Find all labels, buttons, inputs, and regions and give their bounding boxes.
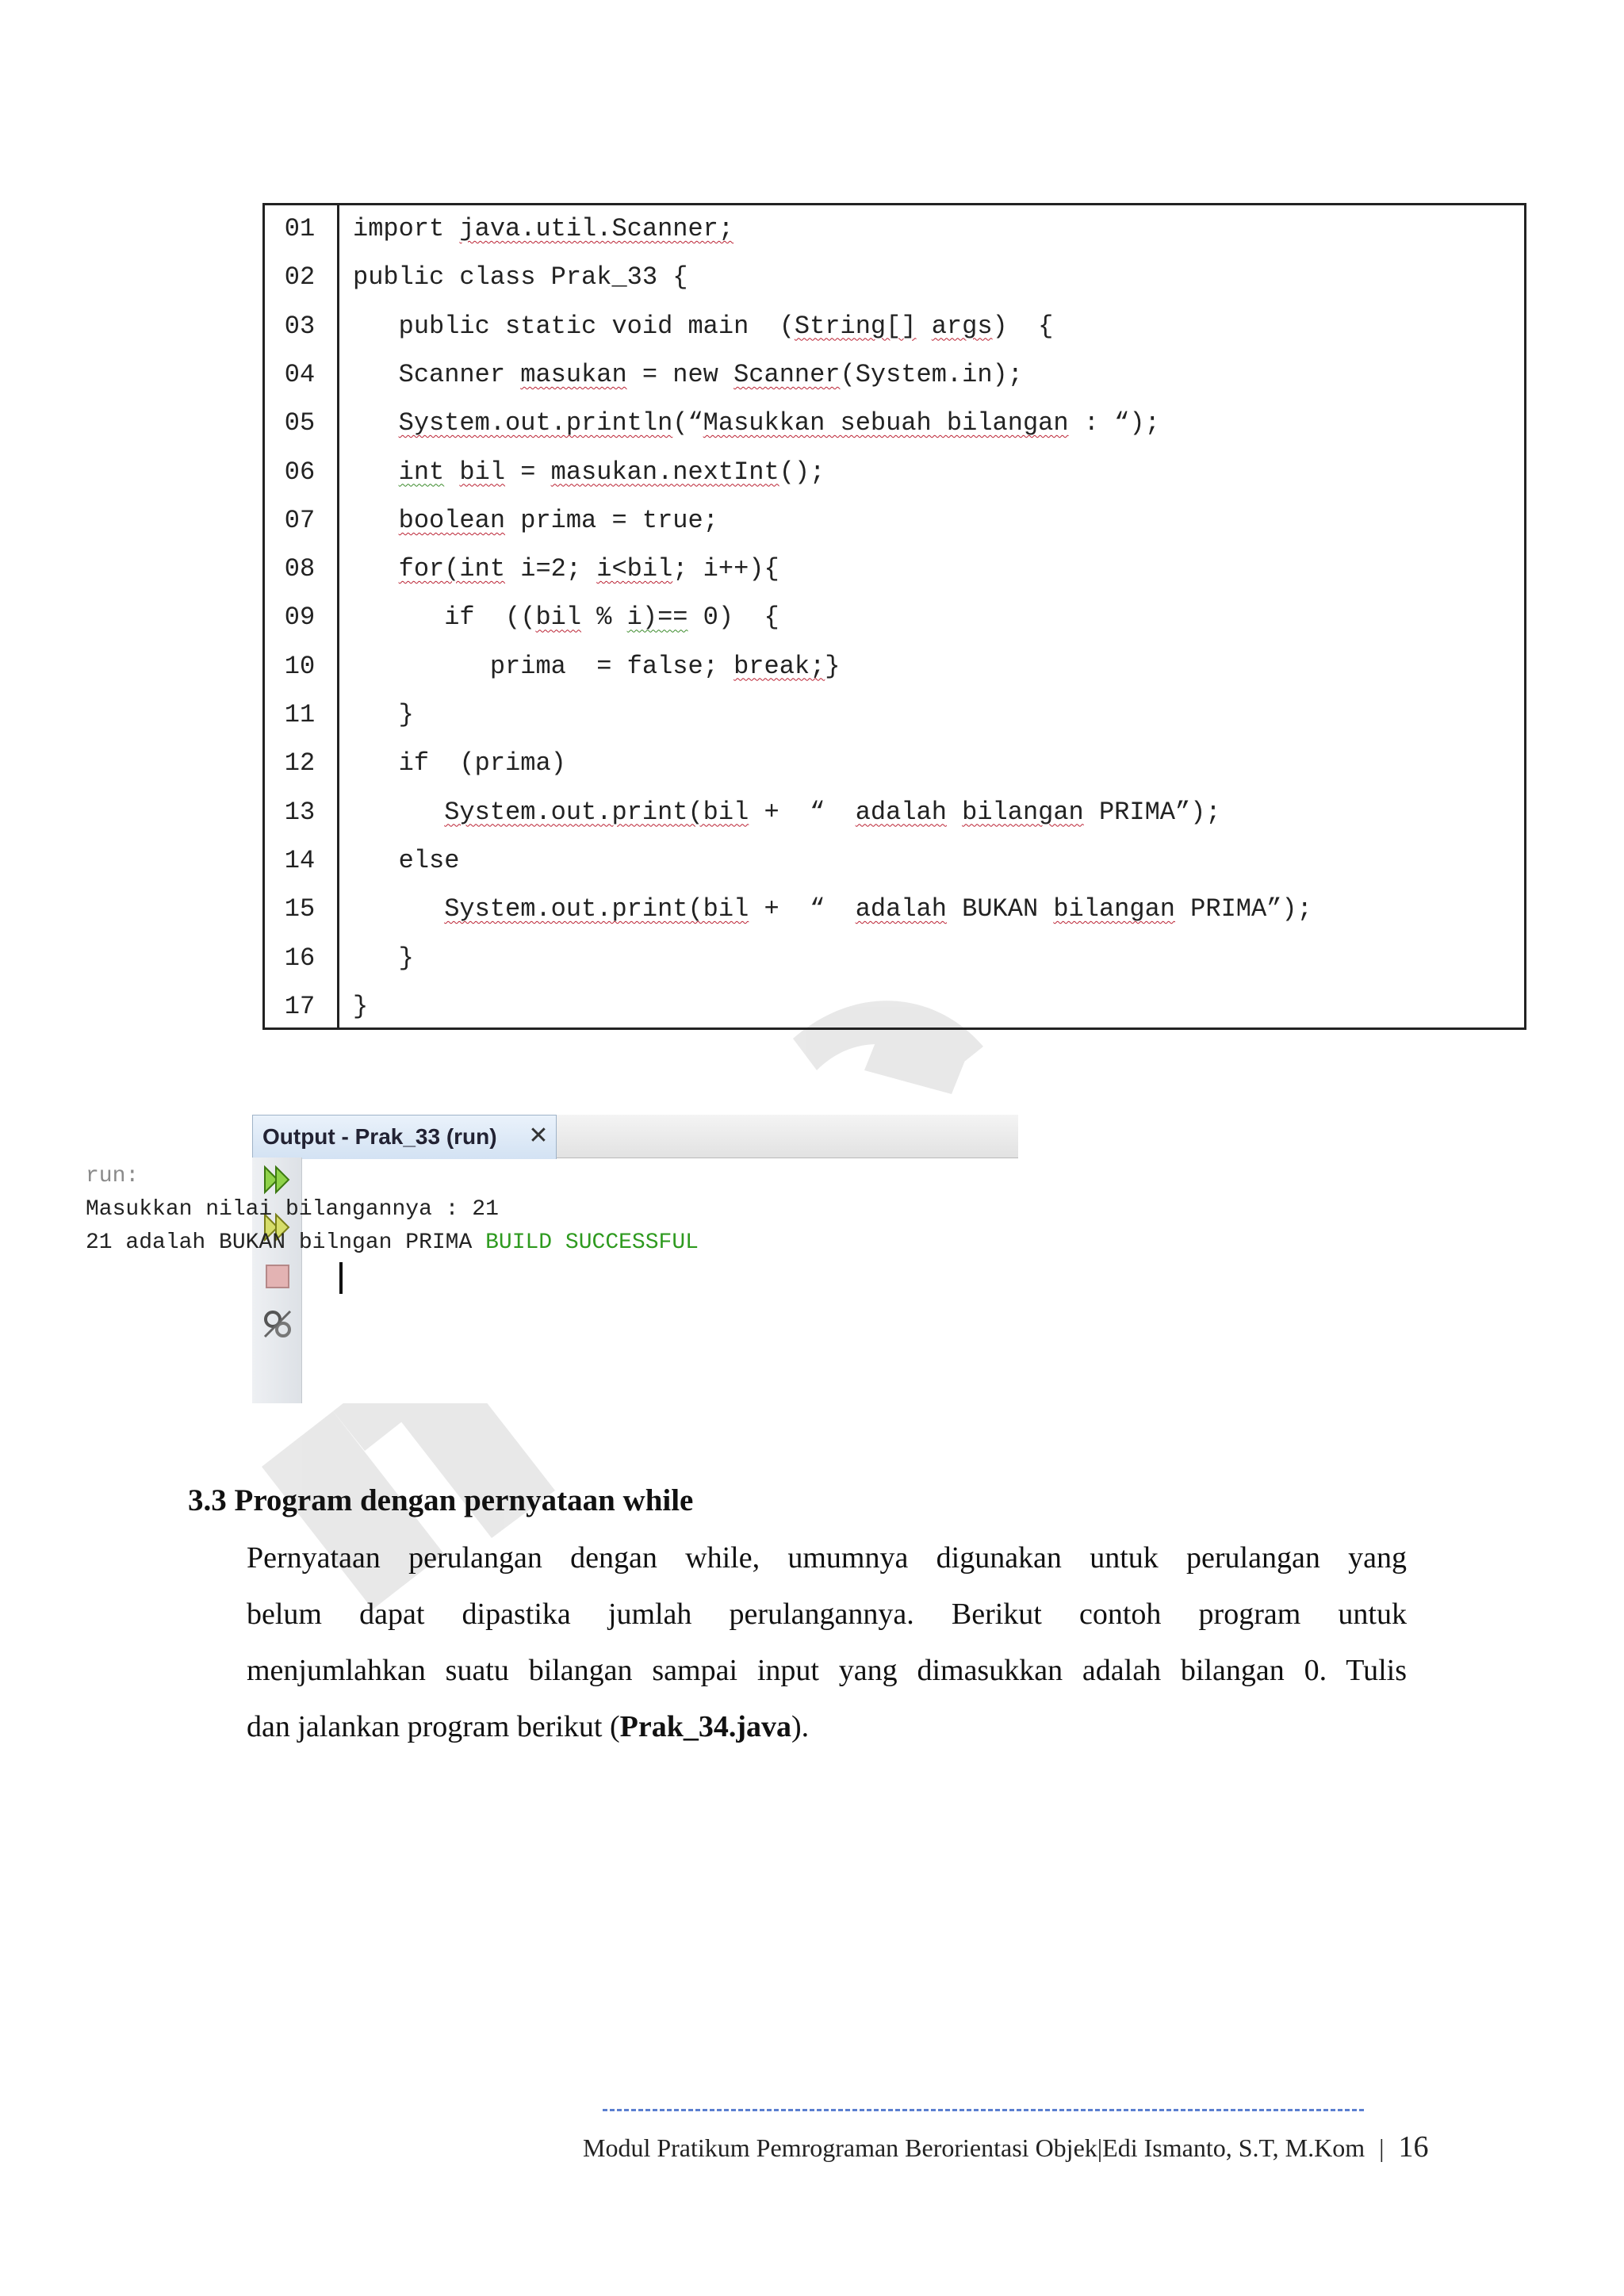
code-token: import bbox=[353, 214, 460, 243]
code-token: boolean bbox=[398, 505, 506, 535]
output-panel bbox=[252, 1115, 1018, 1403]
code-text bbox=[353, 642, 841, 691]
page-number: 16 bbox=[1398, 2130, 1429, 2164]
line-number: 02 bbox=[284, 262, 316, 293]
line-number: 17 bbox=[284, 991, 316, 1021]
code-text bbox=[353, 739, 566, 787]
code-line bbox=[262, 448, 1526, 496]
code-line bbox=[262, 836, 1526, 885]
output-tab[interactable] bbox=[252, 1115, 557, 1159]
indent bbox=[353, 457, 399, 487]
code-token: ; i++){ bbox=[672, 554, 779, 584]
code-text bbox=[353, 350, 1023, 399]
code-line bbox=[262, 885, 1526, 933]
code-text bbox=[353, 691, 414, 739]
rerun-icon[interactable] bbox=[262, 1164, 293, 1196]
indent bbox=[353, 603, 444, 632]
code-line bbox=[262, 496, 1526, 545]
code-text bbox=[353, 545, 779, 593]
code-line bbox=[262, 253, 1526, 301]
code-text bbox=[353, 399, 1160, 447]
line-number: 05 bbox=[284, 408, 316, 438]
code-text bbox=[353, 934, 414, 982]
code-token: % bbox=[581, 603, 627, 633]
code-token: (); bbox=[779, 457, 825, 487]
code-token: bil bbox=[459, 457, 506, 487]
indent bbox=[353, 846, 399, 875]
code-token: if (prima) bbox=[398, 748, 566, 779]
code-text bbox=[353, 982, 368, 1031]
indent bbox=[353, 408, 399, 438]
code-token: PRIMA”); bbox=[1174, 894, 1312, 924]
code-token: public static void main ( bbox=[398, 311, 795, 341]
code-token: bilangan bbox=[1053, 894, 1175, 924]
line-number: 06 bbox=[284, 457, 316, 487]
line-number: 15 bbox=[284, 894, 316, 924]
indent bbox=[353, 554, 399, 584]
code-token bbox=[917, 312, 932, 341]
code-token: i)== bbox=[626, 603, 688, 633]
code-token: PRIMA”); bbox=[1083, 797, 1221, 827]
code-line bbox=[262, 934, 1526, 982]
code-line bbox=[262, 691, 1526, 739]
code-token: for(int bbox=[398, 554, 506, 584]
output-toolbar bbox=[252, 1158, 302, 1403]
filename-bold: Prak_34.java bbox=[619, 1710, 791, 1743]
indent bbox=[353, 748, 399, 778]
line-number: 13 bbox=[284, 797, 316, 827]
code-line bbox=[262, 788, 1526, 836]
output-prompt-line: Masukkan nilai bilangannya : 21 bbox=[86, 1197, 499, 1222]
code-token: i=2; bbox=[505, 554, 597, 584]
code-token: System.out.print(bil bbox=[444, 797, 749, 827]
code-token: ) { bbox=[992, 311, 1054, 341]
code-token: Masukkan sebuah bilangan bbox=[703, 408, 1069, 438]
indent bbox=[353, 506, 399, 535]
code-token: public class Prak_33 { bbox=[353, 262, 688, 293]
code-line bbox=[262, 350, 1526, 399]
line-number: 09 bbox=[284, 603, 316, 633]
code-token: Scanner bbox=[398, 359, 521, 389]
code-line bbox=[262, 399, 1526, 447]
line-number: 01 bbox=[284, 214, 316, 243]
paragraph-line-4-post: ). bbox=[791, 1710, 810, 1743]
code-token: break; bbox=[733, 651, 825, 681]
code-token: i<bil bbox=[596, 554, 673, 584]
line-number: 11 bbox=[284, 700, 316, 729]
code-token: } bbox=[825, 651, 841, 681]
indent bbox=[353, 312, 399, 341]
code-token: adalah bbox=[855, 797, 947, 827]
code-token: java.util.Scanner; bbox=[459, 214, 734, 243]
paragraph-line-4-pre: dan jalankan program berikut ( bbox=[247, 1710, 620, 1743]
code-token: Scanner bbox=[733, 359, 841, 389]
code-text bbox=[353, 448, 825, 496]
code-token: + “ bbox=[749, 894, 856, 924]
code-token: System.out.println bbox=[398, 408, 673, 438]
code-token: } bbox=[398, 700, 414, 729]
code-token: = new bbox=[626, 359, 734, 389]
code-line bbox=[262, 593, 1526, 641]
footer-text: Modul Pratikum Pemrograman Berorientasi Objek|Edi Ismanto, S.T, M.Kom bbox=[583, 2133, 1365, 2162]
code-token: 0) { bbox=[688, 603, 779, 633]
code-token: bilangan bbox=[962, 797, 1084, 827]
code-token: int bbox=[398, 457, 445, 487]
indent bbox=[353, 700, 399, 729]
output-run-line: run: bbox=[86, 1164, 140, 1188]
code-token: adalah bbox=[855, 894, 947, 924]
line-number: 14 bbox=[284, 845, 316, 875]
output-result-line bbox=[86, 1230, 699, 1255]
code-text bbox=[353, 885, 1312, 933]
code-token: = bbox=[505, 457, 551, 487]
line-number: 10 bbox=[284, 651, 316, 681]
code-text bbox=[353, 302, 1053, 350]
code-token: (System.in); bbox=[840, 359, 1023, 389]
code-token: bil bbox=[535, 603, 582, 633]
line-number: 16 bbox=[284, 943, 316, 973]
code-text bbox=[353, 788, 1221, 836]
code-token: } bbox=[353, 991, 369, 1021]
build-successful-text: BUILD SUCCESSFUL bbox=[485, 1230, 699, 1255]
code-text bbox=[353, 593, 779, 641]
code-token: + “ bbox=[749, 797, 856, 827]
code-token bbox=[444, 457, 459, 487]
close-icon[interactable]: ✕ bbox=[528, 1122, 549, 1150]
code-token: masukan.nextInt bbox=[550, 457, 779, 487]
footer-divider bbox=[603, 2109, 1364, 2111]
line-number: 07 bbox=[284, 505, 316, 535]
code-line bbox=[262, 545, 1526, 593]
indent bbox=[353, 652, 490, 681]
paragraph-line-2: belum dapat dipastika jumlah perulangannya. Berikut contoh program untuk bbox=[247, 1598, 1407, 1631]
indent bbox=[353, 798, 444, 827]
settings-icon[interactable] bbox=[262, 1308, 293, 1340]
line-number: 03 bbox=[284, 311, 316, 341]
code-line bbox=[262, 302, 1526, 350]
code-line bbox=[262, 642, 1526, 691]
code-text bbox=[353, 205, 733, 253]
code-text bbox=[353, 253, 688, 301]
code-token: : “); bbox=[1068, 408, 1160, 438]
section-heading: 3.3 Program dengan pernyataan while bbox=[188, 1483, 694, 1517]
code-token: masukan bbox=[520, 359, 627, 389]
code-token: BUKAN bbox=[946, 894, 1054, 924]
code-line bbox=[262, 205, 1526, 253]
code-token: } bbox=[398, 943, 414, 973]
code-token: if (( bbox=[444, 603, 536, 633]
code-line bbox=[262, 982, 1526, 1031]
code-token: prima = true; bbox=[505, 505, 718, 535]
code-token: else bbox=[398, 845, 460, 875]
paragraph-line-1: Pernyataan perulangan dengan while, umumnya digunakan untuk perulangan yang bbox=[247, 1541, 1407, 1575]
paragraph-line-3: menjumlahkan suatu bilangan sampai input yang dimasukkan adalah bilangan 0. Tulis bbox=[247, 1654, 1407, 1687]
code-text bbox=[353, 496, 718, 545]
code-token: String[] bbox=[794, 311, 917, 341]
footer bbox=[583, 2130, 1429, 2165]
code-token: prima = false; bbox=[489, 651, 734, 681]
code-token: System.out.print(bil bbox=[444, 894, 749, 924]
line-number: 04 bbox=[284, 359, 316, 389]
code-token bbox=[947, 798, 962, 827]
code-line bbox=[262, 739, 1526, 787]
code-token: (“ bbox=[672, 408, 703, 438]
paragraph-line-4 bbox=[247, 1707, 809, 1747]
indent bbox=[353, 360, 399, 389]
output-result-text: 21 adalah BUKAN bilngan PRIMA bbox=[86, 1230, 486, 1255]
stop-icon[interactable] bbox=[262, 1261, 293, 1292]
text-cursor bbox=[339, 1262, 343, 1294]
line-number: 12 bbox=[284, 748, 316, 779]
indent bbox=[353, 894, 444, 924]
code-token: args bbox=[931, 311, 993, 341]
indent bbox=[353, 943, 399, 973]
output-tab-title: Output - Prak_33 (run) bbox=[262, 1124, 497, 1149]
footer-separator: | bbox=[1379, 2133, 1385, 2162]
line-number: 08 bbox=[284, 554, 316, 584]
code-text bbox=[353, 836, 459, 885]
